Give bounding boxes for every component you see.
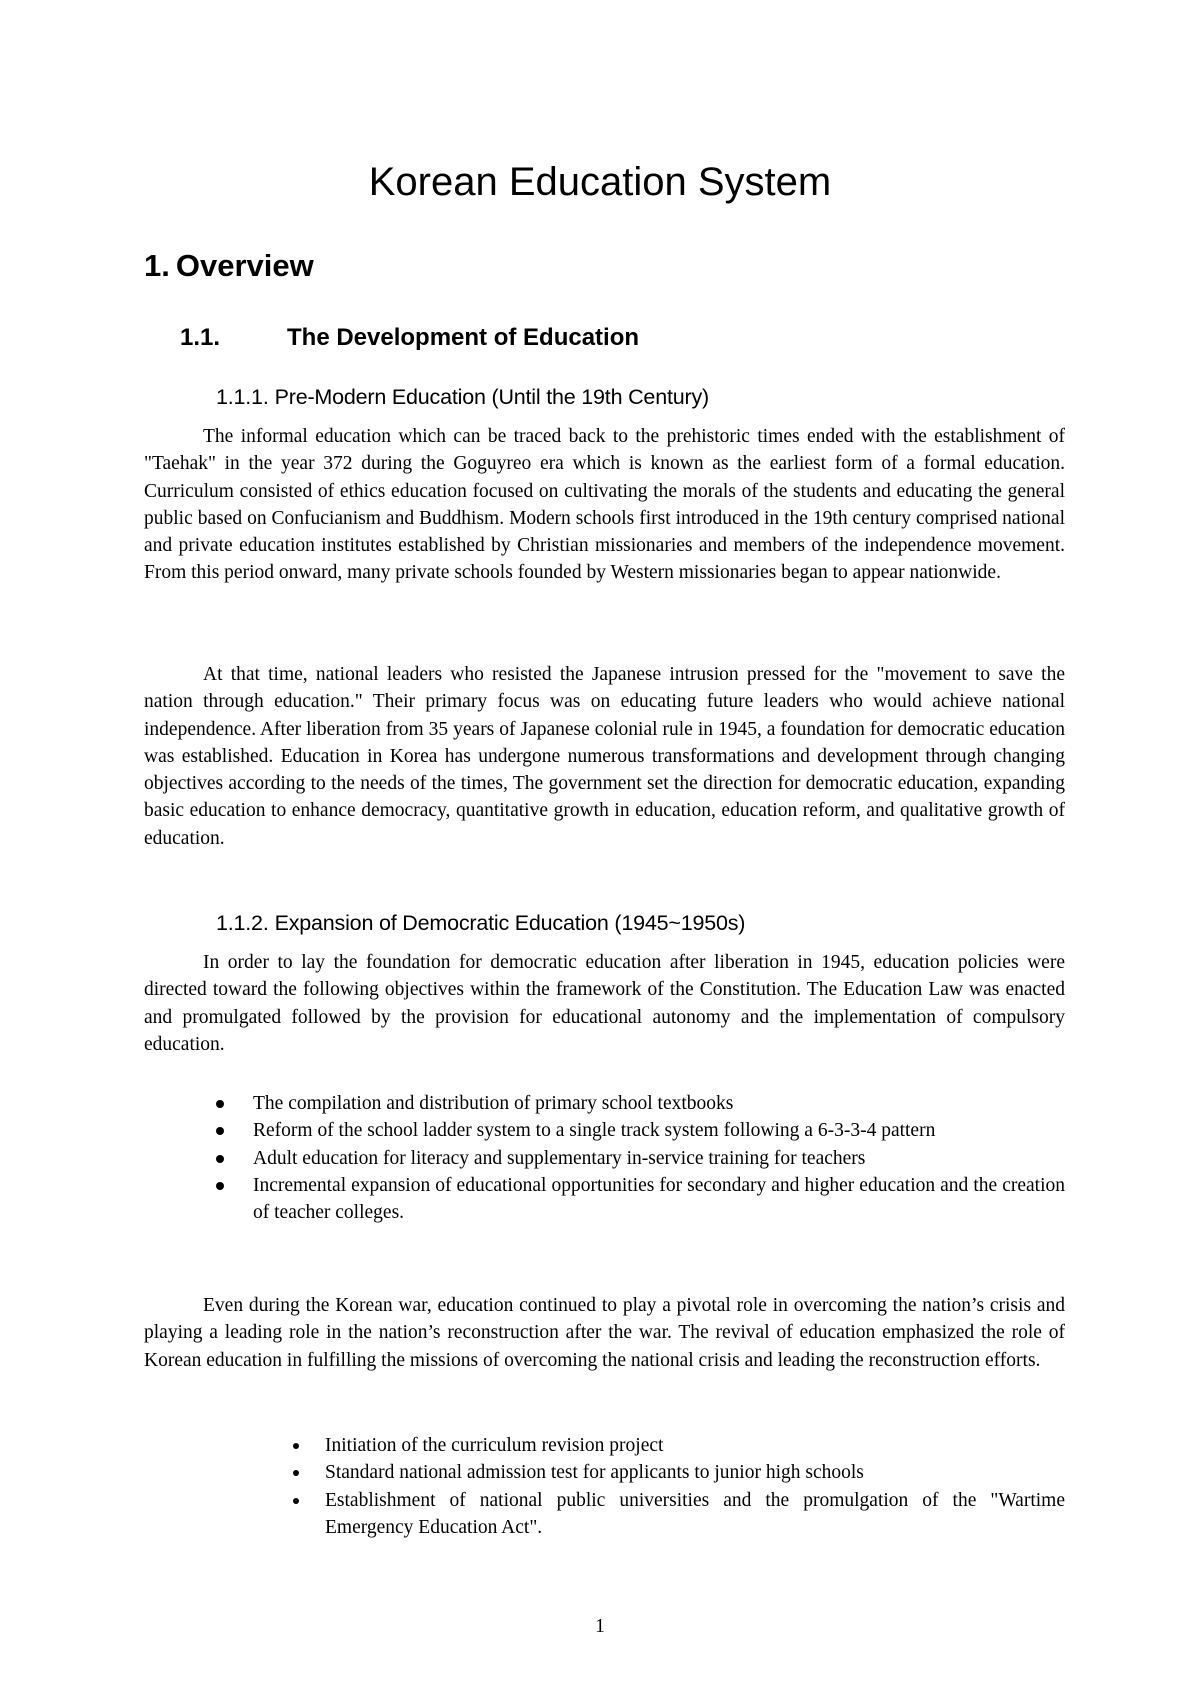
list-item-text: Establishment of national public universities and the promulgation of the "Wartime Emergency Education Act". (325, 1489, 1065, 1538)
list-item (325, 1487, 1065, 1542)
list-item (325, 1432, 1065, 1459)
subsubsection-heading-premodern (216, 383, 709, 411)
page-number: 1 (595, 1616, 605, 1637)
list-item (253, 1117, 1065, 1144)
bullet-icon (216, 1127, 224, 1135)
list-item (253, 1090, 1065, 1117)
subsubsection-title: Pre-Modern Education (Until the 19th Century) (274, 385, 709, 409)
paragraph-premodern-1: The informal education which can be traced back to the prehistoric times ended with the establishment of "Taehak" in the year 372 during the Goguyreo era which is known as the earliest form of a formal education. Curriculum consisted of ethics education focused on cultivating the morals of the students and educating the general public based on Confucianism and Buddhism. Modern schools first introduced in the 19th century comprised national and private education institutes established by Christian missionaries and members of the independence movement. From this period onward, many private schools founded by Western missionaries began to appear nationwide. (144, 426, 1065, 584)
section-title: Overview (175, 248, 314, 283)
subsection-number: 1.1. (180, 324, 221, 351)
objectives-list (253, 1090, 1065, 1226)
subsection-title: The Development of Education (287, 324, 640, 351)
list-item (253, 1145, 1065, 1172)
list-item-text: Adult education for literacy and supplementary in-service training for teachers (253, 1147, 866, 1169)
list-item-text: The compilation and distribution of primary school textbooks (253, 1093, 734, 1114)
subsection-heading (180, 323, 639, 353)
subsubsection-title: Expansion of Democratic Education (1945~1950s) (274, 911, 746, 935)
section-heading (144, 247, 314, 285)
bullet-icon (293, 1443, 299, 1449)
list-item (253, 1172, 1065, 1227)
section-number: 1. (144, 248, 170, 283)
list-item-text: Initiation of the curriculum revision project (325, 1435, 664, 1456)
paragraph-korean-war: Even during the Korean war, education continued to play a pivotal role in overcoming the nation’s crisis and playing a leading role in the nation’s reconstruction after the war. The revival of education emphasized the role of Korean education in fulfilling the missions of overcoming the national crisis and leading the reconstruction efforts. (144, 1295, 1065, 1371)
paragraph-democratic-intro: In order to lay the foundation for democratic education after liberation in 1945, education policies were directed toward the following objectives within the framework of the Constitution. The Education Law was enacted and promulgated followed by the provision for educational autonomy and the implementation of compulsory education. (144, 952, 1065, 1055)
list-item-text: Incremental expansion of educational opportunities for secondary and higher education and the creation of teacher colleges. (253, 1174, 1065, 1224)
paragraph-premodern-2: At that time, national leaders who resisted the Japanese intrusion pressed for the "movement to save the nation through education." Their primary focus was on educating future leaders who would achieve national independence. After liberation from 35 years of Japanese colonial rule in 1945, a foundation for democratic education was established. Education in Korea has undergone numerous transformations and development through changing objectives according to the needs of the times, The government set the direction for democratic education, expanding basic education to enhance democracy, quantitative growth in education, education reform, and qualitative growth of education. (144, 664, 1065, 849)
war-measures-list (325, 1432, 1065, 1541)
list-item (325, 1459, 1065, 1486)
bullet-icon (216, 1182, 224, 1190)
list-item-text: Reform of the school ladder system to a single track system following a 6-3-3-4 pattern (253, 1120, 936, 1142)
bullet-icon (293, 1498, 299, 1504)
bullet-icon (216, 1100, 224, 1108)
subsubsection-number: 1.1.2. (216, 911, 269, 935)
list-item-text: Standard national admission test for applicants to junior high schools (325, 1462, 864, 1484)
bullet-icon (216, 1155, 224, 1163)
subsubsection-number: 1.1.1. (216, 385, 269, 409)
bullet-icon (293, 1470, 299, 1476)
document-title: Korean Education System (368, 160, 832, 204)
subsubsection-heading-democratic (216, 909, 745, 937)
